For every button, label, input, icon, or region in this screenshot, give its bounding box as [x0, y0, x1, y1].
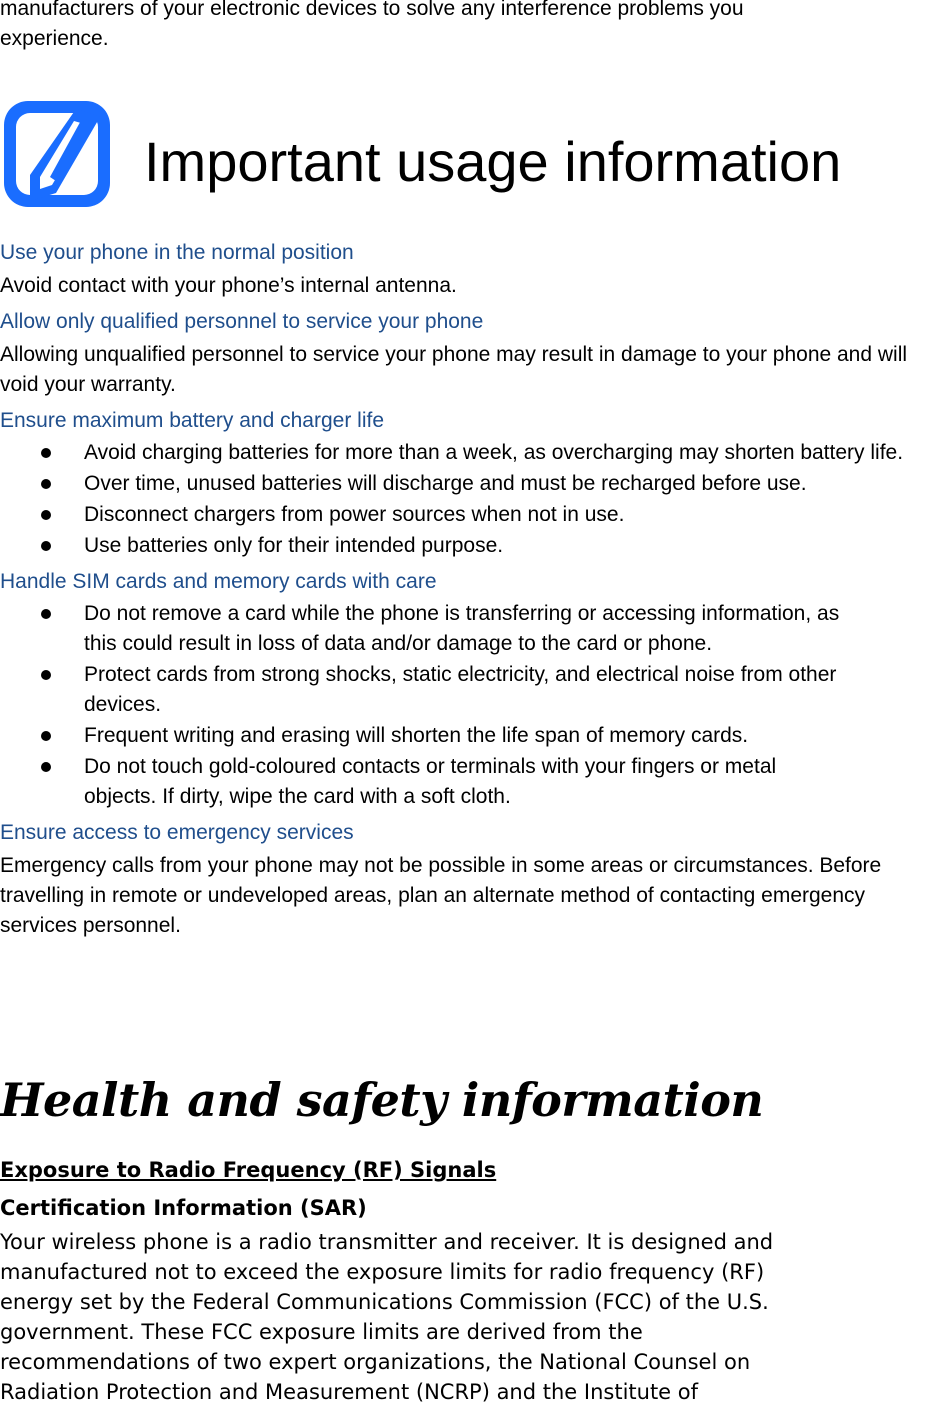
list-item-text: Avoid charging batteries for more than a week, as overcharging may shorten battery life.	[84, 441, 904, 464]
banner-title: Important usage information	[144, 130, 842, 193]
intro-paragraph	[0, 0, 940, 54]
list-item	[0, 599, 854, 659]
list-item-text: Protect cards from strong shocks, static electricity, and electrical noise from other devices.	[84, 663, 837, 716]
usage-content	[0, 238, 945, 947]
bullet-icon	[41, 609, 51, 619]
section-heading: Ensure access to emergency services	[0, 821, 354, 844]
section-heading: Allow only qualified personnel to service your phone	[0, 310, 484, 333]
paragraph-line: energy set by the Federal Communications Commission (FCC) of the U.S.	[0, 1290, 769, 1314]
section-heading: Use your phone in the normal position	[0, 241, 354, 264]
bullet-icon	[41, 762, 51, 772]
bullet-icon	[41, 510, 51, 520]
note-pencil-icon	[0, 97, 114, 211]
section-heading: Handle SIM cards and memory cards with care	[0, 570, 437, 593]
section-sim-cards	[0, 567, 945, 812]
bullet-icon	[41, 541, 51, 551]
paragraph-line: government. These FCC exposure limits are derived from the	[0, 1320, 643, 1344]
section-service	[0, 307, 945, 400]
paragraph-line: Radiation Protection and Measurement (NCRP) and the Institute of	[0, 1380, 699, 1404]
bullet-icon	[41, 448, 51, 458]
section-normal-position	[0, 238, 945, 301]
sar-body-paragraph	[0, 1227, 945, 1407]
list-item-text: Over time, unused batteries will discharge and must be recharged before use.	[84, 472, 807, 495]
bullet-list	[0, 599, 945, 812]
intro-line: manufacturers of your electronic devices to solve any interference problems you	[0, 0, 744, 20]
section-body: Allowing unqualified personnel to service your phone may result in damage to your phone and will void your warranty.	[0, 343, 908, 396]
sar-certification-heading: Certification Information (SAR)	[0, 1196, 367, 1220]
section-battery	[0, 406, 945, 561]
bullet-icon	[41, 731, 51, 741]
list-item-text: Use batteries only for their intended purpose.	[84, 534, 504, 557]
list-item	[0, 500, 945, 530]
paragraph-line: manufactured not to exceed the exposure limits for radio frequency (RF)	[0, 1260, 765, 1284]
list-item	[0, 438, 944, 468]
paragraph-line: recommendations of two expert organizations, the National Counsel on	[0, 1350, 751, 1374]
list-item	[0, 721, 945, 751]
list-item-text: Do not remove a card while the phone is transferring or accessing information, as this could result in loss of data and/or damage to the card or phone.	[84, 602, 840, 655]
list-item	[0, 531, 945, 561]
list-item	[0, 469, 945, 499]
list-item-text: Frequent writing and erasing will shorten the life span of memory cards.	[84, 724, 749, 747]
list-item	[0, 752, 854, 812]
bullet-icon	[41, 479, 51, 489]
section-emergency	[0, 818, 945, 941]
rf-exposure-heading: Exposure to Radio Frequency (RF) Signals	[0, 1158, 497, 1182]
health-safety-title: Health and safety information	[0, 1073, 764, 1127]
paragraph-line: Your wireless phone is a radio transmitter and receiver. It is designed and	[0, 1230, 774, 1254]
bullet-icon	[41, 670, 51, 680]
intro-line: experience.	[0, 27, 109, 50]
section-heading: Ensure maximum battery and charger life	[0, 409, 384, 432]
section-banner	[0, 95, 945, 225]
section-body: Emergency calls from your phone may not be possible in some areas or circumstances. Before travelling in remote or undeveloped areas, plan an alternate method of contacting emergency services personnel.	[0, 854, 882, 937]
list-item	[0, 660, 854, 720]
bullet-list	[0, 438, 945, 561]
list-item-text: Disconnect chargers from power sources when not in use.	[84, 503, 625, 526]
section-body: Avoid contact with your phone’s internal antenna.	[0, 274, 457, 297]
list-item-text: Do not touch gold-coloured contacts or terminals with your fingers or metal objects. If dirty, wipe the card with a soft cloth.	[84, 755, 777, 808]
